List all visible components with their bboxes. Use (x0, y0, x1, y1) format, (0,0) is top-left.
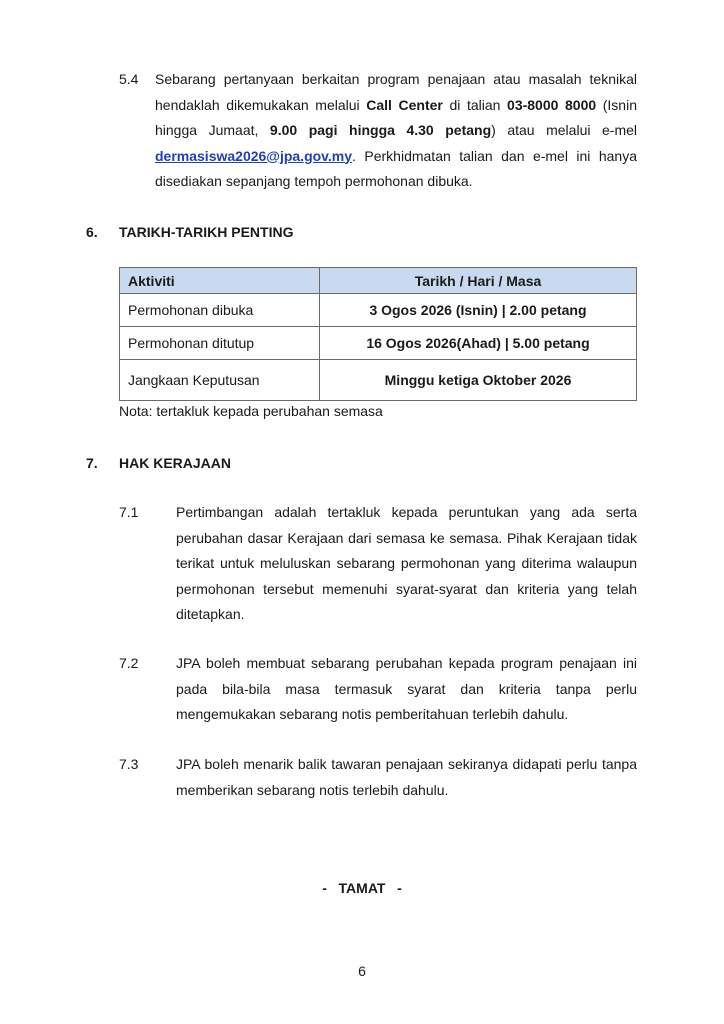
table-row (120, 294, 637, 327)
phone-number: 03-8000 8000 (507, 96, 597, 113)
table-header-date: Tarikh / Hari / Masa (320, 268, 637, 294)
section-7-1-text: Pertimbangan adalah tertakluk kepada peruntukan yang ada serta perubahan dasar Kerajaan dari semasa ke semasa. Pihak Kerajaan tidak terikat untuk meluluskan sebarang permohonan yang diterima walaupun permohonan tersebut memenuhi syarat-syarat dan kriteria yang telah ditetapkan. (176, 504, 637, 622)
section-6-number: 6. (86, 224, 98, 240)
section-5-4-text (155, 67, 637, 195)
section-5-4-number: 5.4 (119, 71, 139, 87)
section-7-2-number: 7.2 (119, 655, 139, 671)
office-hours: 9.00 pagi hingga 4.30 petang (269, 122, 492, 138)
table-header-activity: Aktiviti (120, 268, 320, 294)
table-cell-date: 16 Ogos 2026(Ahad) | 5.00 petang (320, 327, 637, 360)
section-7-1-number: 7.1 (119, 504, 139, 520)
section-5-4-text-5: . Perkhidmatan talian dan e-mel ini hanya disediakan sepanjang tempoh permohonan dibuka. (155, 147, 637, 189)
section-5-4-text-2: di talian (442, 96, 508, 113)
section-6-title: TARIKH-TARIKH PENTING (119, 224, 294, 240)
important-dates-table (119, 267, 637, 401)
end-marker: - TAMAT - (322, 880, 402, 896)
section-5-4-text-3: (Isnin hingga Jumaat, (155, 96, 637, 138)
call-center-label: Call Center (366, 96, 443, 113)
table-cell-activity: Jangkaan Keputusan (120, 360, 320, 401)
section-7-2-text: JPA boleh membuat sebarang perubahan kepada program penajaan ini pada bila-bila masa termasuk syarat dan kriteria tanpa perlu mengemukakan sebarang notis pemberitahuan terlebih dahulu. (176, 655, 637, 722)
table-cell-activity: Permohonan ditutup (120, 327, 320, 360)
page-number: 6 (358, 963, 366, 979)
table-cell-date: Minggu ketiga Oktober 2026 (320, 360, 637, 401)
table-cell-activity: Permohonan dibuka (120, 294, 320, 327)
table-row (120, 360, 637, 401)
table-row (120, 327, 637, 360)
table-header-row (120, 268, 637, 294)
section-7-3-number: 7.3 (119, 756, 139, 772)
table-note: Nota: tertakluk kepada perubahan semasa (119, 403, 383, 419)
section-7-3-text: JPA boleh menarik balik tawaran penajaan sekiranya didapati perlu tanpa memberikan sebarang notis terlebih dahulu. (176, 756, 637, 798)
section-7-title: HAK KERAJAAN (119, 455, 232, 471)
email-link[interactable]: dermasiswa2026@jpa.gov.my (155, 147, 353, 164)
section-5-4-text-1: Sebarang pertanyaan berkaitan program penajaan atau masalah teknikal hendaklah dikemukakan melalui (155, 71, 637, 113)
table-cell-date: 3 Ogos 2026 (Isnin) | 2.00 petang (320, 294, 637, 327)
section-5-4-text-4: ) atau melalui e-mel (491, 122, 638, 138)
section-7-number: 7. (86, 455, 98, 471)
